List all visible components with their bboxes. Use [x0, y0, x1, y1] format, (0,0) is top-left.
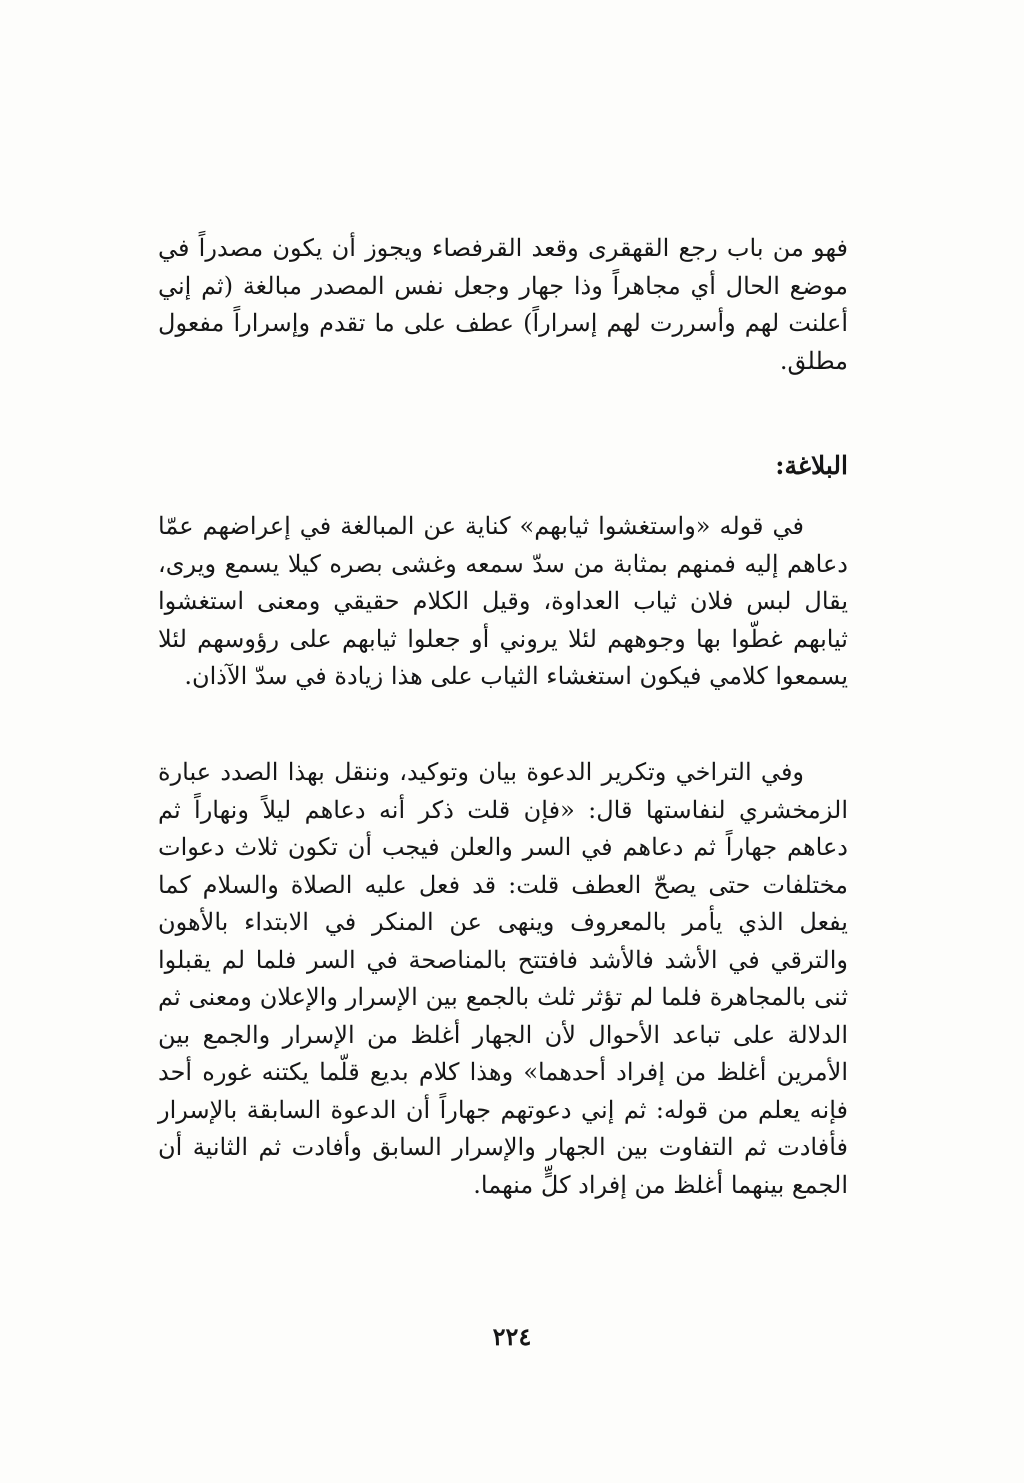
section-heading-balagha: البلاغة:	[775, 451, 848, 480]
paragraph-grammar-note	[158, 230, 848, 380]
paragraph-text: في قوله «واستغشوا ثيابهم» كناية عن المبالغة في إعراضهم عمّا دعاهم إليه فمنهم بمثابة من سدّ سمعه وغشى بصره كيلا يسمع ويرى، يقال لبس فلان ثياب العداوة، وقيل الكلام حقيقي ومعنى استغشوا ثيابهم غطّوا بها وجوههم لئلا يروني أو جعلوا ثيابهم على رؤوسهم لئلا يسمعوا كلامي فيكون استغشاء الثياب على هذا زيادة في سدّ الآذان.	[158, 512, 848, 690]
page-number: ٢٢٤	[492, 1322, 532, 1351]
paragraph-kinaya	[158, 508, 848, 696]
paragraph-text: فهو من باب رجع القهقرى وقعد القرفصاء ويجوز أن يكون مصدراً في موضع الحال أي مجاهراً وذا جهار وجعل نفس المصدر مبالغة (ثم إني أعلنت لهم وأسررت لهم إسراراً) عطف على ما تقدم وإسراراً مفعول مطلق.	[158, 234, 848, 375]
paragraph-text: وفي التراخي وتكرير الدعوة بيان وتوكيد، وننقل بهذا الصدد عبارة الزمخشري لنفاستها قال: «فإن قلت ذكر أنه دعاهم ليلاً ونهاراً ثم دعاهم جهاراً ثم دعاهم في السر والعلن فيجب أن تكون ثلاث دعوات مختلفات حتى يصحّ العطف قلت: قد فعل عليه الصلاة والسلام كما يفعل الذي يأمر بالمعروف وينهى عن المنكر في الابتداء بالأهون والترقي في الأشد فالأشد فافتتح بالمناصحة في السر فلما لم يقبلوا ثنى بالمجاهرة فلما لم تؤثر ثلث بالجمع بين الإسرار والإعلان ومعنى ثم الدلالة على تباعد الأحوال لأن الجهار أغلظ من الإسرار والجمع بين الأمرين أغلظ من إفراد أحدهما» وهذا كلام بديع قلّما يكتنه غوره أحد فإنه يعلم من قوله: ثم إني دعوتهم جهاراً أن الدعوة السابقة بالإسرار فأفادت ثم التفاوت بين الجهار والإسرار السابق وأفادت ثم الثانية أن الجمع بينهما أغلظ من إفراد كلٍّ منهما.	[158, 758, 849, 1199]
paragraph-zamakhshari-quote	[158, 754, 848, 1204]
